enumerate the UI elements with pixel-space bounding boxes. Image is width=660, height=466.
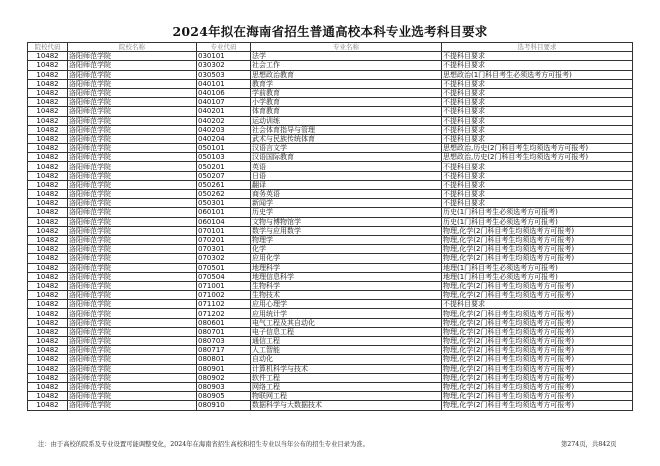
cell-major-name: 自动化 <box>251 355 442 364</box>
table-row <box>28 382 633 391</box>
cell-school-code: 10482 <box>28 171 68 180</box>
cell-subject-requirement: 不提科目要求 <box>442 300 633 309</box>
cell-school-name: 洛阳师范学院 <box>68 199 197 208</box>
table-row <box>28 190 633 199</box>
cell-subject-requirement: 物理,化学(2门科目考生均须选考方可报考) <box>442 355 633 364</box>
cell-school-code: 10482 <box>28 217 68 226</box>
cell-subject-requirement: 地理(1门科目考生必须选考方可报考) <box>442 263 633 272</box>
cell-major-code: 040106 <box>197 88 251 97</box>
table-row <box>28 281 633 290</box>
table-row <box>28 337 633 346</box>
cell-major-name: 汉语国际教育 <box>251 153 442 162</box>
cell-subject-requirement: 不提科目要求 <box>442 88 633 97</box>
cell-subject-requirement: 物理,化学(2门科目考生均须选考方可报考) <box>442 309 633 318</box>
table-row <box>28 217 633 226</box>
cell-school-code: 10482 <box>28 309 68 318</box>
cell-major-code: 040202 <box>197 116 251 125</box>
cell-major-code: 080902 <box>197 373 251 382</box>
cell-major-code: 070501 <box>197 263 251 272</box>
table-row <box>28 235 633 244</box>
cell-school-name: 洛阳师范学院 <box>68 245 197 254</box>
cell-major-code: 080601 <box>197 318 251 327</box>
cell-major-code: 040101 <box>197 79 251 88</box>
cell-school-code: 10482 <box>28 125 68 134</box>
cell-major-code: 050207 <box>197 171 251 180</box>
cell-school-name: 洛阳师范学院 <box>68 281 197 290</box>
cell-school-code: 10482 <box>28 373 68 382</box>
cell-major-code: 050201 <box>197 162 251 171</box>
cell-subject-requirement: 物理,化学(2门科目考生均须选考方可报考) <box>442 401 633 410</box>
header-major-name: 专业名称 <box>251 43 442 52</box>
cell-major-code: 040204 <box>197 134 251 143</box>
cell-subject-requirement: 思想政治,历史(2门科目考生均须选考方可报考) <box>442 153 633 162</box>
cell-major-name: 软件工程 <box>251 373 442 382</box>
cell-school-name: 洛阳师范学院 <box>68 153 197 162</box>
cell-subject-requirement: 不提科目要求 <box>442 199 633 208</box>
cell-major-name: 体育教育 <box>251 107 442 116</box>
cell-school-name: 洛阳师范学院 <box>68 272 197 281</box>
cell-school-code: 10482 <box>28 116 68 125</box>
cell-school-code: 10482 <box>28 226 68 235</box>
cell-school-code: 10482 <box>28 199 68 208</box>
cell-school-name: 洛阳师范学院 <box>68 318 197 327</box>
cell-school-code: 10482 <box>28 272 68 281</box>
cell-school-code: 10482 <box>28 144 68 153</box>
cell-major-name: 地理信息科学 <box>251 272 442 281</box>
cell-major-name: 新闻学 <box>251 199 442 208</box>
cell-major-name: 商务英语 <box>251 190 442 199</box>
table-row <box>28 245 633 254</box>
cell-school-name: 洛阳师范学院 <box>68 254 197 263</box>
cell-school-name: 洛阳师范学院 <box>68 401 197 410</box>
cell-major-name: 文物与博物馆学 <box>251 217 442 226</box>
cell-major-code: 080910 <box>197 401 251 410</box>
table-row <box>28 171 633 180</box>
cell-school-code: 10482 <box>28 281 68 290</box>
cell-subject-requirement: 不提科目要求 <box>442 116 633 125</box>
cell-major-code: 060104 <box>197 217 251 226</box>
cell-major-code: 080903 <box>197 382 251 391</box>
cell-major-name: 学前教育 <box>251 88 442 97</box>
cell-major-code: 050101 <box>197 144 251 153</box>
cell-school-name: 洛阳师范学院 <box>68 98 197 107</box>
cell-major-name: 日语 <box>251 171 442 180</box>
cell-major-name: 社会工作 <box>251 61 442 70</box>
cell-major-code: 040201 <box>197 107 251 116</box>
cell-major-code: 080703 <box>197 337 251 346</box>
cell-major-code: 070301 <box>197 245 251 254</box>
cell-school-code: 10482 <box>28 382 68 391</box>
cell-school-name: 洛阳师范学院 <box>68 125 197 134</box>
table-row <box>28 125 633 134</box>
cell-subject-requirement: 历史(1门科目考生必须选考方可报考) <box>442 217 633 226</box>
cell-subject-requirement: 不提科目要求 <box>442 98 633 107</box>
cell-subject-requirement: 物理,化学(2门科目考生均须选考方可报考) <box>442 281 633 290</box>
cell-school-name: 洛阳师范学院 <box>68 355 197 364</box>
table-row <box>28 364 633 373</box>
cell-subject-requirement: 物理,化学(2门科目考生均须选考方可报考) <box>442 226 633 235</box>
cell-school-name: 洛阳师范学院 <box>68 70 197 79</box>
cell-major-code: 030503 <box>197 70 251 79</box>
cell-school-name: 洛阳师范学院 <box>68 79 197 88</box>
cell-major-name: 网络工程 <box>251 382 442 391</box>
cell-major-name: 小学教育 <box>251 98 442 107</box>
cell-school-name: 洛阳师范学院 <box>68 134 197 143</box>
cell-major-code: 080701 <box>197 327 251 336</box>
header-subject-requirement: 选考科目要求 <box>442 43 633 52</box>
table-row <box>28 263 633 272</box>
cell-school-name: 洛阳师范学院 <box>68 300 197 309</box>
cell-major-name: 历史学 <box>251 208 442 217</box>
cell-subject-requirement: 不提科目要求 <box>442 52 633 61</box>
cell-school-code: 10482 <box>28 162 68 171</box>
cell-school-name: 洛阳师范学院 <box>68 263 197 272</box>
cell-major-name: 翻译 <box>251 180 442 189</box>
cell-major-name: 计算机科学与技术 <box>251 364 442 373</box>
table-row <box>28 79 633 88</box>
cell-major-name: 人工智能 <box>251 346 442 355</box>
table-row <box>28 153 633 162</box>
cell-school-name: 洛阳师范学院 <box>68 392 197 401</box>
cell-subject-requirement: 物理,化学(2门科目考生均须选考方可报考) <box>442 254 633 263</box>
cell-major-name: 社会体育指导与管理 <box>251 125 442 134</box>
cell-major-code: 060101 <box>197 208 251 217</box>
cell-major-code: 030101 <box>197 52 251 61</box>
cell-major-name: 通信工程 <box>251 337 442 346</box>
table-row <box>28 327 633 336</box>
cell-subject-requirement: 思想政治,历史(2门科目考生均须选考方可报考) <box>442 144 633 153</box>
cell-school-name: 洛阳师范学院 <box>68 291 197 300</box>
cell-subject-requirement: 物理,化学(2门科目考生均须选考方可报考) <box>442 291 633 300</box>
cell-major-name: 数据科学与大数据技术 <box>251 401 442 410</box>
cell-major-code: 071002 <box>197 291 251 300</box>
cell-school-code: 10482 <box>28 134 68 143</box>
cell-subject-requirement: 不提科目要求 <box>442 171 633 180</box>
cell-school-name: 洛阳师范学院 <box>68 88 197 97</box>
requirements-table <box>27 42 633 411</box>
table-row <box>28 116 633 125</box>
cell-school-name: 洛阳师范学院 <box>68 162 197 171</box>
cell-school-code: 10482 <box>28 291 68 300</box>
table-row <box>28 70 633 79</box>
cell-subject-requirement: 物理,化学(2门科目考生均须选考方可报考) <box>442 382 633 391</box>
cell-school-code: 10482 <box>28 300 68 309</box>
cell-school-name: 洛阳师范学院 <box>68 107 197 116</box>
cell-major-name: 生物技术 <box>251 291 442 300</box>
cell-major-code: 030302 <box>197 61 251 70</box>
cell-major-name: 应用化学 <box>251 254 442 263</box>
cell-major-code: 050261 <box>197 180 251 189</box>
cell-subject-requirement: 历史(1门科目考生必须选考方可报考) <box>442 208 633 217</box>
cell-school-code: 10482 <box>28 98 68 107</box>
cell-school-code: 10482 <box>28 327 68 336</box>
cell-subject-requirement: 不提科目要求 <box>442 79 633 88</box>
table-row <box>28 208 633 217</box>
cell-school-code: 10482 <box>28 70 68 79</box>
cell-school-name: 洛阳师范学院 <box>68 235 197 244</box>
cell-school-code: 10482 <box>28 263 68 272</box>
table-row <box>28 291 633 300</box>
cell-subject-requirement: 不提科目要求 <box>442 180 633 189</box>
cell-major-code: 070504 <box>197 272 251 281</box>
cell-school-name: 洛阳师范学院 <box>68 171 197 180</box>
cell-school-code: 10482 <box>28 318 68 327</box>
table-row <box>28 392 633 401</box>
cell-subject-requirement: 不提科目要求 <box>442 134 633 143</box>
cell-major-code: 080905 <box>197 392 251 401</box>
cell-major-code: 040107 <box>197 98 251 107</box>
cell-major-code: 080901 <box>197 364 251 373</box>
cell-school-name: 洛阳师范学院 <box>68 373 197 382</box>
cell-school-code: 10482 <box>28 245 68 254</box>
table-row <box>28 401 633 410</box>
cell-major-name: 应用心理学 <box>251 300 442 309</box>
table-body <box>28 52 633 410</box>
cell-school-name: 洛阳师范学院 <box>68 346 197 355</box>
cell-subject-requirement: 不提科目要求 <box>442 162 633 171</box>
cell-subject-requirement: 不提科目要求 <box>442 190 633 199</box>
cell-major-code: 050262 <box>197 190 251 199</box>
cell-subject-requirement: 不提科目要求 <box>442 61 633 70</box>
table-row <box>28 272 633 281</box>
cell-subject-requirement: 物理,化学(2门科目考生均须选考方可报考) <box>442 337 633 346</box>
table-row <box>28 318 633 327</box>
cell-major-code: 050301 <box>197 199 251 208</box>
cell-school-code: 10482 <box>28 180 68 189</box>
table-row <box>28 88 633 97</box>
cell-major-name: 化学 <box>251 245 442 254</box>
cell-subject-requirement: 物理,化学(2门科目考生均须选考方可报考) <box>442 235 633 244</box>
table-row <box>28 61 633 70</box>
cell-school-code: 10482 <box>28 355 68 364</box>
cell-school-code: 10482 <box>28 208 68 217</box>
cell-subject-requirement: 物理,化学(2门科目考生均须选考方可报考) <box>442 346 633 355</box>
cell-major-code: 071102 <box>197 300 251 309</box>
cell-school-name: 洛阳师范学院 <box>68 382 197 391</box>
page-number: 第274页，共842页 <box>561 441 617 448</box>
cell-school-name: 洛阳师范学院 <box>68 52 197 61</box>
cell-major-code: 080801 <box>197 355 251 364</box>
cell-major-name: 思想政治教育 <box>251 70 442 79</box>
header-school-code: 院校代码 <box>28 43 68 52</box>
cell-school-code: 10482 <box>28 61 68 70</box>
cell-major-code: 040203 <box>197 125 251 134</box>
cell-major-code: 050103 <box>197 153 251 162</box>
cell-major-code: 070302 <box>197 254 251 263</box>
cell-school-name: 洛阳师范学院 <box>68 180 197 189</box>
cell-major-name: 地理科学 <box>251 263 442 272</box>
cell-major-name: 电子信息工程 <box>251 327 442 336</box>
cell-major-name: 物理学 <box>251 235 442 244</box>
table-row <box>28 98 633 107</box>
cell-school-code: 10482 <box>28 254 68 263</box>
cell-school-code: 10482 <box>28 88 68 97</box>
header-school-name: 院校名称 <box>68 43 197 52</box>
cell-major-name: 数学与应用数学 <box>251 226 442 235</box>
table-row <box>28 300 633 309</box>
cell-school-name: 洛阳师范学院 <box>68 226 197 235</box>
cell-major-name: 生物科学 <box>251 281 442 290</box>
cell-school-name: 洛阳师范学院 <box>68 116 197 125</box>
cell-school-code: 10482 <box>28 79 68 88</box>
cell-school-code: 10482 <box>28 337 68 346</box>
table-row <box>28 199 633 208</box>
header-major-code: 专业代码 <box>197 43 251 52</box>
cell-major-code: 071001 <box>197 281 251 290</box>
cell-major-name: 运动训练 <box>251 116 442 125</box>
table-row <box>28 226 633 235</box>
cell-major-name: 汉语言文学 <box>251 144 442 153</box>
cell-subject-requirement: 不提科目要求 <box>442 125 633 134</box>
cell-subject-requirement: 物理,化学(2门科目考生均须选考方可报考) <box>442 373 633 382</box>
cell-school-code: 10482 <box>28 190 68 199</box>
cell-subject-requirement: 物理,化学(2门科目考生均须选考方可报考) <box>442 318 633 327</box>
table-row <box>28 180 633 189</box>
cell-major-name: 电气工程及其自动化 <box>251 318 442 327</box>
cell-school-name: 洛阳师范学院 <box>68 327 197 336</box>
cell-school-code: 10482 <box>28 392 68 401</box>
cell-major-code: 080717 <box>197 346 251 355</box>
cell-major-code: 070101 <box>197 226 251 235</box>
table-row <box>28 254 633 263</box>
cell-school-code: 10482 <box>28 401 68 410</box>
cell-subject-requirement: 思想政治(1门科目考生必须选考方可报考) <box>442 70 633 79</box>
table-row <box>28 144 633 153</box>
cell-school-code: 10482 <box>28 153 68 162</box>
cell-subject-requirement: 地理(1门科目考生必须选考方可报考) <box>442 272 633 281</box>
cell-school-name: 洛阳师范学院 <box>68 208 197 217</box>
cell-major-name: 武术与民族传统体育 <box>251 134 442 143</box>
cell-major-name: 应用统计学 <box>251 309 442 318</box>
table-row <box>28 162 633 171</box>
cell-major-code: 070201 <box>197 235 251 244</box>
cell-school-name: 洛阳师范学院 <box>68 61 197 70</box>
cell-school-name: 洛阳师范学院 <box>68 309 197 318</box>
table-row <box>28 52 633 61</box>
table-row <box>28 309 633 318</box>
cell-major-code: 071202 <box>197 309 251 318</box>
table-row <box>28 346 633 355</box>
cell-school-code: 10482 <box>28 107 68 116</box>
cell-subject-requirement: 物理,化学(2门科目考生均须选考方可报考) <box>442 327 633 336</box>
cell-subject-requirement: 不提科目要求 <box>442 107 633 116</box>
table-row <box>28 373 633 382</box>
cell-subject-requirement: 物理,化学(2门科目考生均须选考方可报考) <box>442 245 633 254</box>
cell-school-code: 10482 <box>28 235 68 244</box>
cell-school-name: 洛阳师范学院 <box>68 190 197 199</box>
footer-note: 注：由于高校的院系及专业设置可能调整变化，2024年在海南省招生高校和招生专业以当年公布的招生专业目录为准。 <box>38 441 369 448</box>
cell-major-name: 法学 <box>251 52 442 61</box>
cell-school-code: 10482 <box>28 364 68 373</box>
cell-school-name: 洛阳师范学院 <box>68 144 197 153</box>
table-row <box>28 107 633 116</box>
cell-major-name: 物联网工程 <box>251 392 442 401</box>
cell-major-name: 英语 <box>251 162 442 171</box>
table-header-row <box>28 43 633 52</box>
cell-school-code: 10482 <box>28 52 68 61</box>
page-title: 2024年拟在海南省招生普通高校本科专业选考科目要求 <box>172 24 488 39</box>
table-row <box>28 355 633 364</box>
cell-school-name: 洛阳师范学院 <box>68 364 197 373</box>
table-row <box>28 134 633 143</box>
cell-major-name: 教育学 <box>251 79 442 88</box>
cell-school-code: 10482 <box>28 346 68 355</box>
cell-subject-requirement: 物理,化学(2门科目考生均须选考方可报考) <box>442 392 633 401</box>
cell-subject-requirement: 物理,化学(2门科目考生均须选考方可报考) <box>442 364 633 373</box>
cell-school-name: 洛阳师范学院 <box>68 217 197 226</box>
cell-school-name: 洛阳师范学院 <box>68 337 197 346</box>
